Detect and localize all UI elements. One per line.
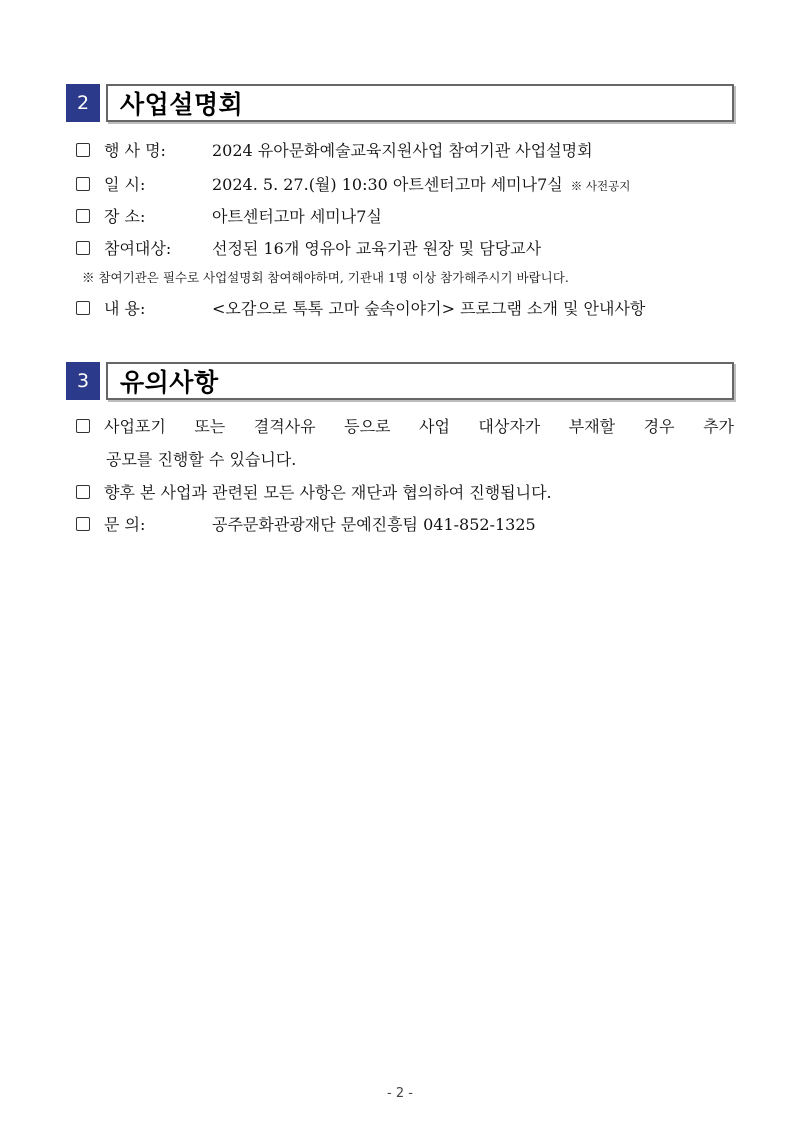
section-2-number: 2: [66, 84, 100, 122]
checkbox-icon: [76, 177, 90, 191]
list-item-location: [76, 204, 382, 227]
item-label: 참여대상:: [104, 239, 172, 258]
section-2-title: 사업설명회: [106, 84, 734, 122]
checkbox-icon: [76, 419, 90, 433]
list-item-notice-1: [76, 414, 734, 437]
checkbox-icon: [76, 241, 90, 255]
item-label: 행 사 명:: [104, 141, 166, 160]
item-value: 2024. 5. 27.(월) 10:30 아트센터고마 세미나7실: [212, 175, 563, 194]
item-value: 아트센터고마 세미나7실: [212, 207, 382, 226]
item-label: 내 용:: [104, 299, 146, 318]
list-item-content: [76, 296, 645, 319]
item-text: 향후 본 사업과 관련된 모든 사항은 재단과 협의하여 진행됩니다.: [104, 483, 552, 502]
list-item-notice-2: [76, 480, 552, 503]
checkbox-icon: [76, 301, 90, 315]
section-3-header: [66, 362, 734, 400]
page-number: - 2 -: [387, 1086, 413, 1101]
list-item-datetime: [76, 172, 630, 195]
item-value: <오감으로 톡톡 고마 숲속이야기> 프로그램 소개 및 안내사항: [212, 299, 646, 318]
checkbox-icon: [76, 485, 90, 499]
item-label: 일 시:: [104, 175, 146, 194]
section-3-title: 유의사항: [106, 362, 734, 400]
list-item-target: [76, 236, 541, 259]
item-value: 2024 유아문화예술교육지원사업 참여기관 사업설명회: [212, 141, 593, 160]
list-item-inquiry: [76, 512, 536, 535]
item-value: 선정된 16개 영유아 교육기관 원장 및 담당교사: [212, 239, 542, 258]
item-note: ※ 사전공지: [570, 179, 631, 193]
item-text: 사업포기 또는 결격사유 등으로 사업 대상자가 부재할 경우 추가: [104, 417, 734, 436]
list-item-event-name: [76, 138, 593, 161]
participation-notice: ※ 참여기관은 필수로 사업설명회 참여해야하며, 기관내 1명 이상 참가해주시기 바랍니다.: [82, 270, 569, 285]
checkbox-icon: [76, 143, 90, 157]
item-text-continued: 공모를 진행할 수 있습니다.: [106, 450, 297, 469]
checkbox-icon: [76, 209, 90, 223]
item-value: 공주문화관광재단 문예진흥팀 041-852-1325: [212, 515, 536, 534]
section-2-header: [66, 84, 734, 122]
section-3-number: 3: [66, 362, 100, 400]
checkbox-icon: [76, 517, 90, 531]
item-label: 장 소:: [104, 207, 146, 226]
item-label: 문 의:: [104, 515, 146, 534]
